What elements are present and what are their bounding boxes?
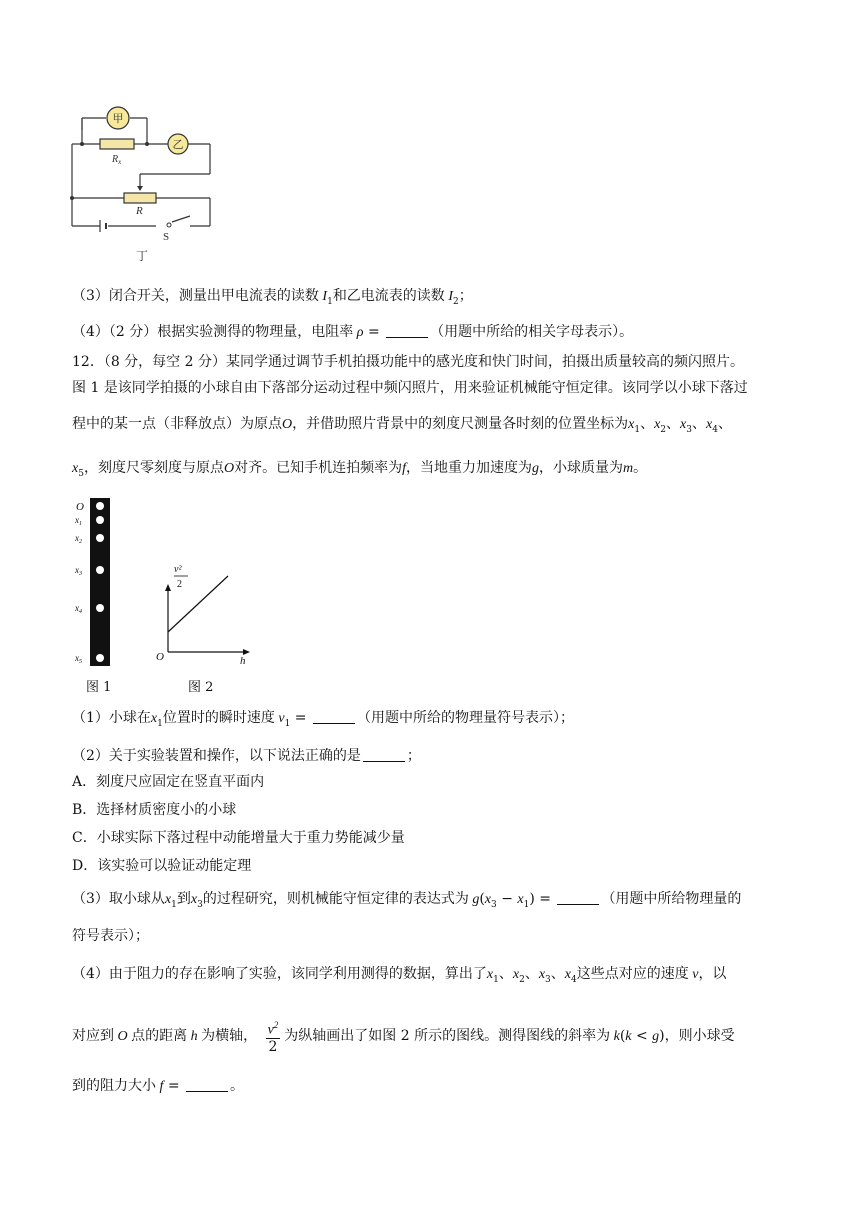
figure-1-strobe-photo [72, 494, 122, 674]
sub4-line3: 到的阻力大小 f = 。 [72, 1078, 245, 1094]
answer-blank[interactable] [313, 709, 355, 724]
ammeter-b-label: 乙 [172, 139, 184, 151]
sub3-line1: （3）取小球从$x_1$到$x_3$的过程研究，则机械能守恒定律的表达式为 $g(x_3 - x_1)$ = （用题中所给物理量的 [72, 891, 742, 910]
sub2-stem: （2）关于实验装置和操作，以下说法正确的是 ； [72, 748, 421, 764]
fig2-origin-label: O [156, 651, 164, 663]
answer-blank[interactable] [386, 323, 428, 338]
fig1-position-label: $x_5$ [75, 653, 82, 665]
strobe-ball [96, 502, 104, 510]
switch-label: S [163, 231, 170, 243]
option-c: C．小球实际下落过程中动能增量大于重力势能减少量 [72, 830, 405, 846]
strobe-ball [96, 534, 104, 542]
circuit-figure-label: 丁 [136, 249, 149, 263]
fig1-position-label: $x_3$ [75, 565, 82, 577]
part3-line: （3）闭合开关，测量出甲电流表的读数 $I_1$和乙电流表的读数 $I_2$； [72, 288, 473, 307]
answer-blank[interactable] [557, 890, 599, 905]
fig2-y-axis-numerator: v² [174, 564, 182, 575]
q12-line2: 图 1 是该同学拍摄的小球自由下落部分运动过程中频闪照片，用来验证机械能守恒定律。该同学以小球下落过 [72, 380, 748, 396]
strobe-ball [96, 566, 104, 574]
fig2-x-axis-label: h [240, 655, 246, 667]
figure-1-label: 图 1 [86, 680, 112, 695]
sub4-line2: 对应到 O 点的距离 h 为横轴， $\frac{v^2}{2}$ 为纵轴画出了如图 2 所示的图线。测得图线的斜率为 k(k < g)，则小球受 [72, 1016, 735, 1057]
fig1-position-label: $x_2$ [75, 533, 82, 545]
option-a: A．刻度尺应固定在竖直平面内 [72, 774, 265, 790]
ammeter-a-label: 甲 [112, 113, 124, 125]
figure-2-label: 图 2 [188, 680, 214, 695]
strobe-ball [96, 604, 104, 612]
q12-line4: $x_5$，刻度尺零刻度与原点O对齐。已知手机连拍频率为f，当地重力加速度为g，小球质量为m。 [72, 460, 648, 479]
option-b: B．选择材质密度小的小球 [72, 802, 237, 818]
fig1-ticks [74, 515, 82, 665]
circuit-diagram [60, 98, 230, 268]
strobe-ball [96, 516, 104, 524]
answer-blank[interactable] [186, 1077, 228, 1092]
fig1-position-label: $x_1$ [75, 515, 82, 527]
fig2-y-axis-denominator: 2 [177, 579, 182, 590]
q12-line1: 12．（8 分，每空 2 分）某同学通过调节手机拍摄功能中的感光度和快门时间，拍摄出质量较高的频闪照片。 [72, 354, 744, 370]
fig1-origin-label: O [76, 501, 84, 513]
rheostat-label: R [136, 205, 143, 217]
sub1-line: （1）小球在$x_1$位置时的瞬时速度 $v_1$ = （用题中所给的物理量符号表示）； [72, 710, 574, 729]
q12-line3: 程中的某一点（非释放点）为原点O，并借助照片背景中的刻度尺测量各时刻的位置坐标为$x_1$、$x_2$、$x_3$、$x_4$、 [72, 416, 732, 435]
sub4-line1: （4）由于阻力的存在影响了实验，该同学利用测得的数据，算出了$x_1$、$x_2$、$x_3$、$x_4$这些点对应的速度 v，以 [72, 966, 727, 985]
v2-over-2-fraction: $\frac{v^2}{2}$ [266, 1017, 281, 1056]
strobe-ball [96, 654, 104, 662]
answer-blank[interactable] [363, 747, 405, 762]
fig1-position-label: $x_4$ [75, 603, 82, 615]
sub3-line2: 符号表示）； [72, 928, 149, 944]
part4-line: （4）（2 分）根据实验测得的物理量，电阻率 ρ = （用题中所给的相关字母表示）。 [72, 324, 634, 340]
option-d: D．该实验可以验证动能定理 [72, 858, 252, 874]
figure-2-graph [150, 556, 260, 668]
resistor-x-label: $R_x$ [112, 154, 122, 166]
